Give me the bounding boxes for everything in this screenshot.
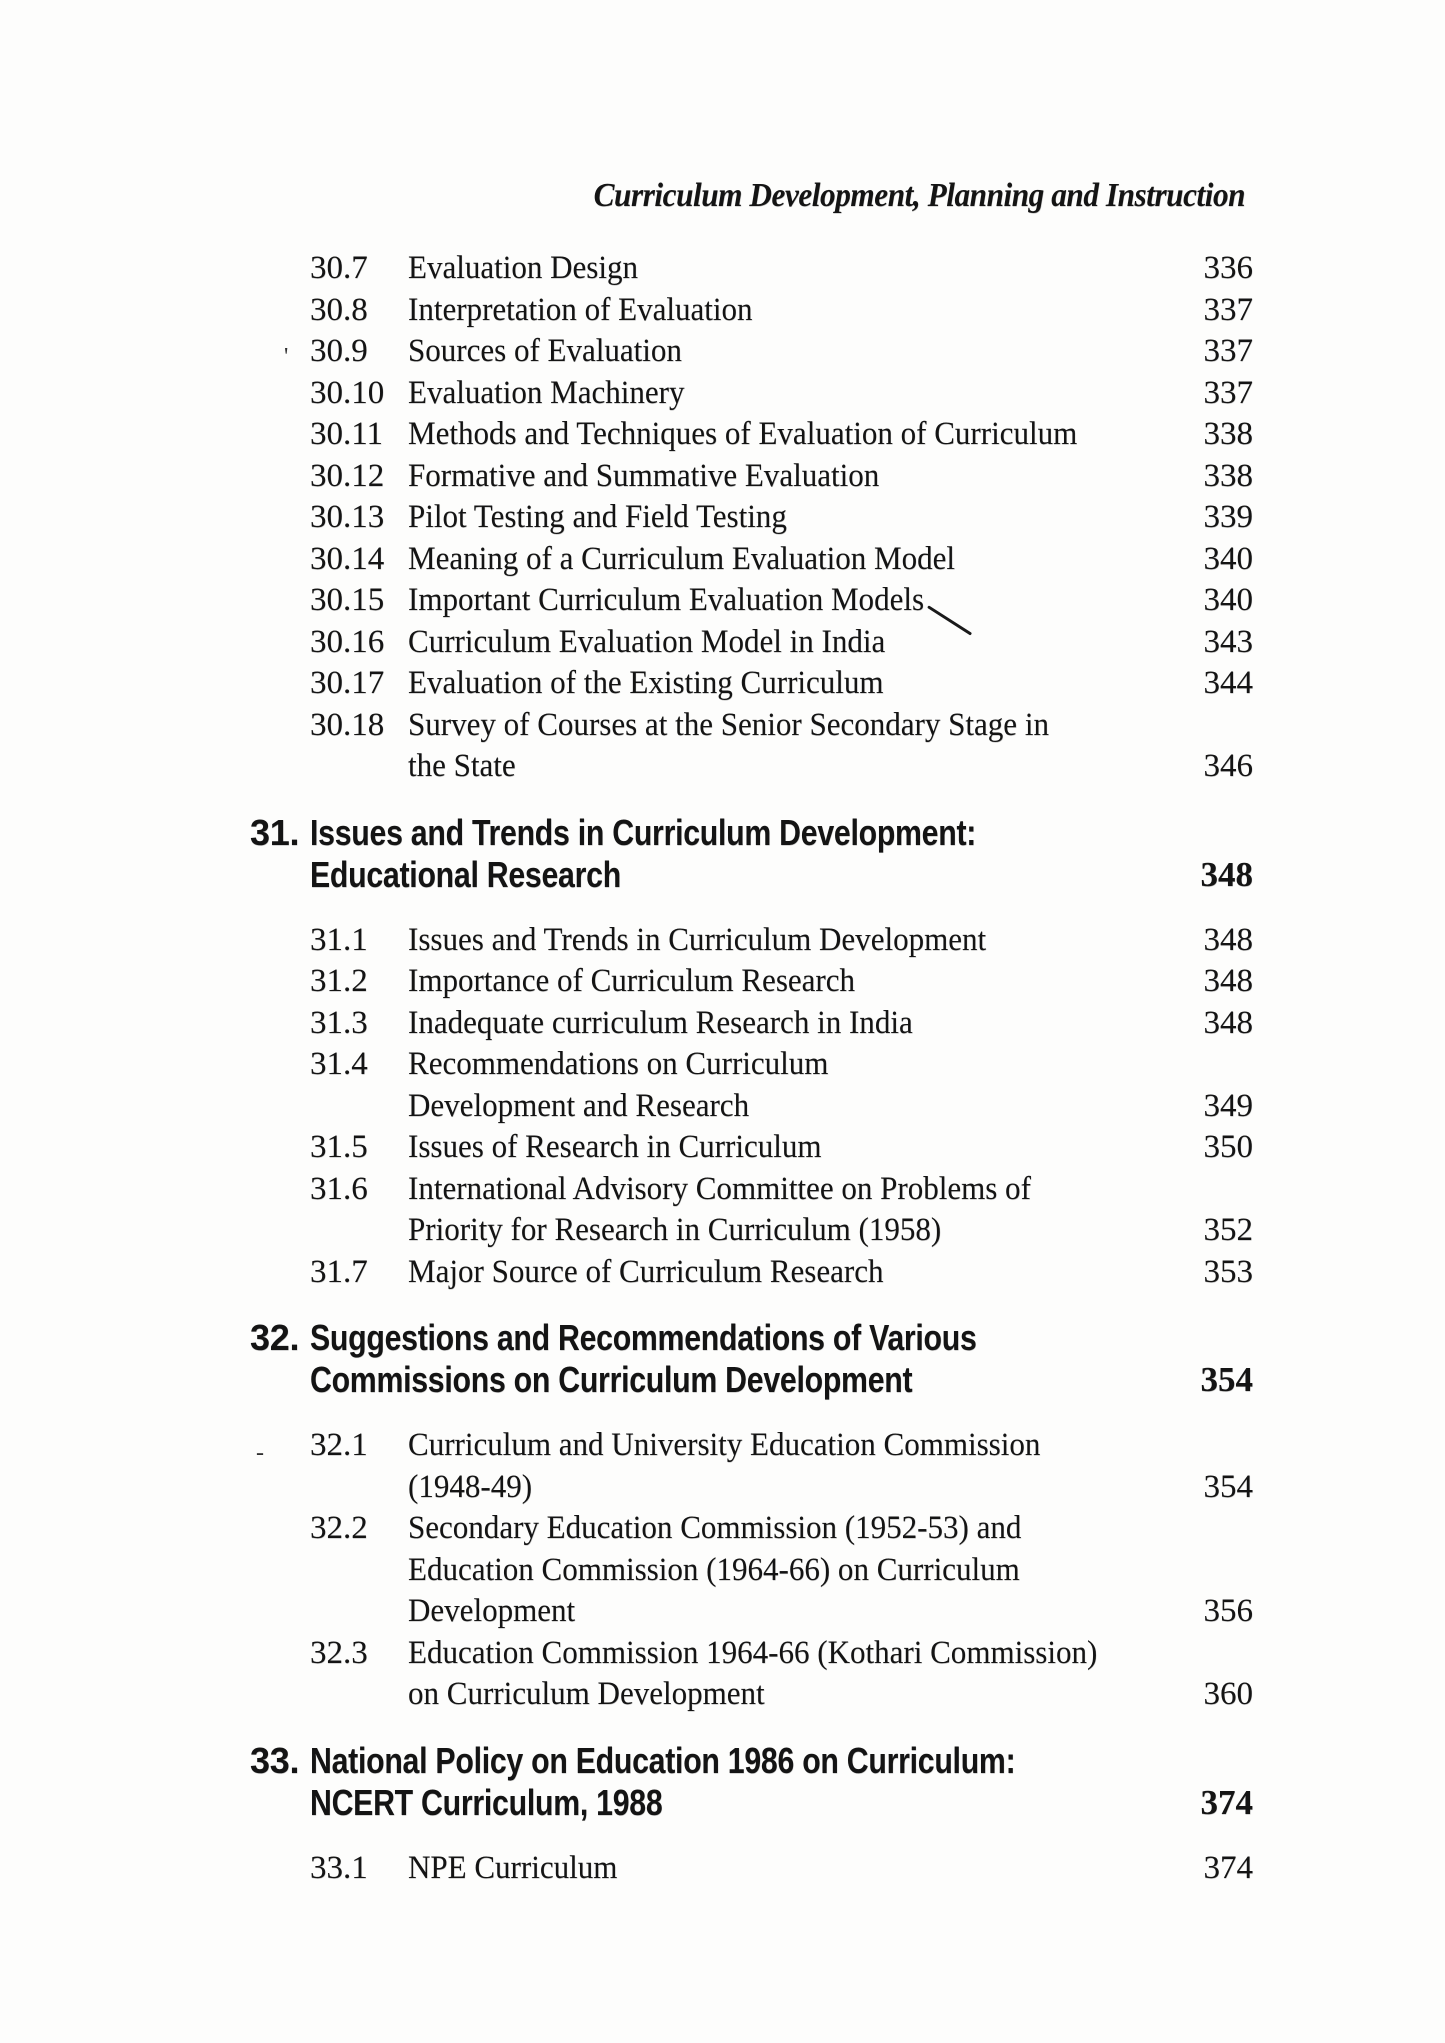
toc-entry bbox=[310, 373, 1253, 415]
toc-entry bbox=[310, 1169, 1253, 1252]
entry-title bbox=[310, 1317, 1181, 1401]
entry-page-number: 344 bbox=[1203, 665, 1253, 701]
entry-title bbox=[408, 1003, 1181, 1045]
entry-title bbox=[408, 248, 1181, 290]
entry-title-line: Curriculum and University Education Commission bbox=[408, 1427, 1041, 1463]
entry-page-number: 340 bbox=[1203, 540, 1253, 577]
entry-title-line: Development bbox=[408, 1593, 576, 1629]
entry-title bbox=[310, 1740, 1181, 1824]
entry-number: 31.1 bbox=[310, 921, 368, 958]
entry-title-line: Commissions on Curriculum Development bbox=[310, 1359, 913, 1400]
toc-entry bbox=[310, 705, 1253, 788]
entry-number: 30.13 bbox=[310, 499, 385, 535]
entry-title-line: Issues and Trends in Curriculum Development: bbox=[310, 811, 977, 853]
entry-number: 31.6 bbox=[310, 1170, 368, 1207]
entry-title bbox=[408, 920, 1181, 962]
entry-number: 33.1 bbox=[310, 1849, 368, 1886]
entry-title bbox=[408, 1633, 1181, 1716]
entry-number: 30.16 bbox=[310, 623, 385, 660]
entry-title bbox=[408, 961, 1181, 1003]
toc-entry bbox=[310, 1127, 1253, 1169]
entry-title-line: on Curriculum Development bbox=[408, 1676, 765, 1712]
entry-page-number: 349 bbox=[1203, 1087, 1253, 1124]
entry-title bbox=[408, 580, 1181, 622]
entry-title bbox=[408, 705, 1181, 788]
entry-page-number: 348 bbox=[1203, 1004, 1253, 1041]
entry-title bbox=[408, 373, 1181, 415]
toc-chapter-heading bbox=[250, 1740, 1253, 1824]
entry-page-number: 360 bbox=[1203, 1676, 1253, 1712]
entry-page-number: 337 bbox=[1203, 333, 1253, 369]
entry-page-number: 374 bbox=[1203, 1849, 1253, 1886]
scan-mark: - bbox=[256, 1440, 264, 1466]
entry-number: 32.3 bbox=[310, 1634, 368, 1671]
entry-title bbox=[408, 1252, 1181, 1294]
entry-title-line: Important Curriculum Evaluation Models bbox=[408, 580, 1135, 622]
entry-title bbox=[408, 290, 1181, 332]
entry-title bbox=[310, 812, 1181, 896]
entry-number: 31.3 bbox=[310, 1004, 368, 1041]
entry-title-line: Inadequate curriculum Research in India bbox=[408, 1004, 913, 1041]
toc-entry bbox=[310, 456, 1253, 498]
entry-title-line: Issues of Research in Curriculum bbox=[408, 1129, 822, 1165]
entry-title-line: Sources of Evaluation bbox=[408, 333, 682, 369]
entry-page-number: 374 bbox=[1200, 1782, 1253, 1822]
entry-title-line: (1948-49) bbox=[408, 1468, 533, 1505]
entry-title-line: National Policy on Education 1986 on Curriculum: bbox=[310, 1739, 1016, 1781]
toc-entry bbox=[310, 539, 1253, 581]
entry-page-number: 348 bbox=[1203, 921, 1253, 958]
entry-title-line: Meaning of a Curriculum Evaluation Model bbox=[408, 540, 956, 577]
entry-title-line: Education Commission (1964-66) on Curriculum bbox=[408, 1551, 1020, 1588]
entry-title-line: Interpretation of Evaluation bbox=[408, 291, 753, 328]
running-header-title: Curriculum Development, Planning and Instruction bbox=[593, 177, 1245, 214]
entry-title-line: NPE Curriculum bbox=[408, 1849, 618, 1886]
entry-title bbox=[408, 1425, 1181, 1508]
entry-title-line: Evaluation Machinery bbox=[408, 374, 685, 411]
entry-page-number: 354 bbox=[1203, 1468, 1253, 1505]
running-header bbox=[0, 176, 1245, 216]
entry-number: 31. bbox=[250, 811, 300, 853]
entry-title-line: Methods and Techniques of Evaluation of Curriculum bbox=[408, 416, 1078, 452]
entry-title bbox=[408, 1848, 1181, 1890]
entry-title-line: Suggestions and Recommendations of Various bbox=[310, 1317, 977, 1358]
toc-entry bbox=[310, 1252, 1253, 1294]
entry-title-line: Recommendations on Curriculum bbox=[408, 1046, 829, 1082]
entry-title-line: Priority for Research in Curriculum (1958) bbox=[408, 1212, 942, 1248]
entry-page-number: 350 bbox=[1203, 1129, 1253, 1165]
toc-entry bbox=[310, 622, 1253, 664]
entry-title bbox=[408, 622, 1181, 664]
entry-number: 31.4 bbox=[310, 1046, 368, 1082]
entry-title-line: Issues and Trends in Curriculum Development bbox=[408, 921, 987, 958]
entry-number: 31.5 bbox=[310, 1129, 368, 1165]
toc-entry bbox=[310, 920, 1253, 962]
entry-number: 32.2 bbox=[310, 1510, 368, 1546]
entry-number: 30.17 bbox=[310, 665, 385, 701]
toc-entry bbox=[310, 663, 1253, 705]
toc-entry bbox=[310, 961, 1253, 1003]
entry-title-line: NCERT Curriculum, 1988 bbox=[310, 1781, 663, 1823]
entry-page-number: 353 bbox=[1203, 1253, 1253, 1290]
entry-number: 30.7 bbox=[310, 250, 368, 286]
entry-title-line: International Advisory Committee on Problems of bbox=[408, 1170, 1031, 1207]
entry-page-number: 352 bbox=[1203, 1212, 1253, 1248]
entry-page-number: 354 bbox=[1200, 1360, 1253, 1399]
entry-title-line: the State bbox=[408, 748, 516, 784]
entry-number: 30.14 bbox=[310, 540, 385, 577]
entry-number: 30.8 bbox=[310, 291, 368, 328]
entry-title bbox=[408, 331, 1181, 373]
entry-number: 30.18 bbox=[310, 706, 385, 743]
entry-page-number: 348 bbox=[1200, 854, 1253, 894]
entry-title bbox=[408, 1127, 1181, 1169]
entry-page-number: 338 bbox=[1203, 457, 1253, 494]
toc-entry bbox=[310, 1848, 1253, 1890]
entry-number: 32.1 - bbox=[310, 1425, 408, 1467]
entry-title-line: Survey of Courses at the Senior Secondary Stage in bbox=[408, 706, 1049, 743]
entry-page-number: 340 bbox=[1203, 582, 1253, 618]
entry-title-line: Evaluation Design bbox=[408, 250, 639, 286]
table-of-contents bbox=[250, 248, 1253, 1889]
entry-title-line: Curriculum Evaluation Model in India bbox=[408, 623, 886, 660]
toc-entry bbox=[284, 331, 1253, 373]
toc-entry bbox=[310, 290, 1253, 332]
scan-mark: ' bbox=[284, 344, 289, 370]
toc-chapter-heading bbox=[250, 1317, 1253, 1401]
entry-title-line: Evaluation of the Existing Curriculum bbox=[408, 665, 884, 701]
entry-title bbox=[408, 539, 1181, 581]
entry-page-number: 346 bbox=[1203, 748, 1253, 784]
toc-chapter-heading bbox=[250, 812, 1253, 896]
entry-number: 30.11 bbox=[310, 416, 384, 452]
entry-title-line: Formative and Summative Evaluation bbox=[408, 457, 880, 494]
entry-page-number: 343 bbox=[1203, 623, 1253, 660]
entry-number: 33. bbox=[250, 1739, 300, 1781]
entry-title-line: Education Commission 1964-66 (Kothari Commission) bbox=[408, 1634, 1098, 1671]
entry-page-number: 338 bbox=[1203, 416, 1253, 452]
entry-page-number: 348 bbox=[1203, 963, 1253, 999]
entry-title-line: Major Source of Curriculum Research bbox=[408, 1253, 884, 1290]
toc-entry bbox=[310, 1508, 1253, 1633]
entry-title bbox=[408, 456, 1181, 498]
entry-page-number: 339 bbox=[1203, 499, 1253, 535]
entry-number: 32. bbox=[250, 1317, 300, 1358]
entry-title-line: Secondary Education Commission (1952-53) and bbox=[408, 1510, 1022, 1546]
entry-number: 30.15 bbox=[310, 582, 385, 618]
entry-title bbox=[408, 1508, 1181, 1633]
entry-number: 30.10 bbox=[310, 374, 385, 411]
toc-entry bbox=[310, 1044, 1253, 1127]
toc-entry bbox=[310, 414, 1253, 456]
toc-entry bbox=[310, 580, 1253, 622]
entry-title-line: Pilot Testing and Field Testing bbox=[408, 499, 787, 535]
entry-number: 30.12 bbox=[310, 457, 385, 494]
entry-title bbox=[408, 414, 1181, 456]
entry-page-number: 356 bbox=[1203, 1593, 1253, 1629]
entry-title bbox=[408, 1169, 1181, 1252]
entry-title bbox=[408, 663, 1181, 705]
entry-title-line: Development and Research bbox=[408, 1087, 750, 1124]
entry-title bbox=[408, 1044, 1181, 1127]
entry-page-number: 336 bbox=[1203, 250, 1253, 286]
entry-title-line: Importance of Curriculum Research bbox=[408, 963, 856, 999]
entry-page-number: 337 bbox=[1203, 374, 1253, 411]
toc-entry bbox=[310, 1003, 1253, 1045]
entry-title bbox=[408, 497, 1181, 539]
toc-entry bbox=[256, 1425, 1253, 1508]
toc-entry bbox=[310, 497, 1253, 539]
entry-title-line: Educational Research bbox=[310, 853, 621, 895]
toc-entry bbox=[310, 248, 1253, 290]
entry-page-number: 337 bbox=[1203, 291, 1253, 328]
toc-entry bbox=[310, 1633, 1253, 1716]
entry-number: 31.7 bbox=[310, 1253, 368, 1290]
entry-number: 30.9 ' bbox=[310, 331, 408, 373]
entry-number: 31.2 bbox=[310, 963, 368, 999]
